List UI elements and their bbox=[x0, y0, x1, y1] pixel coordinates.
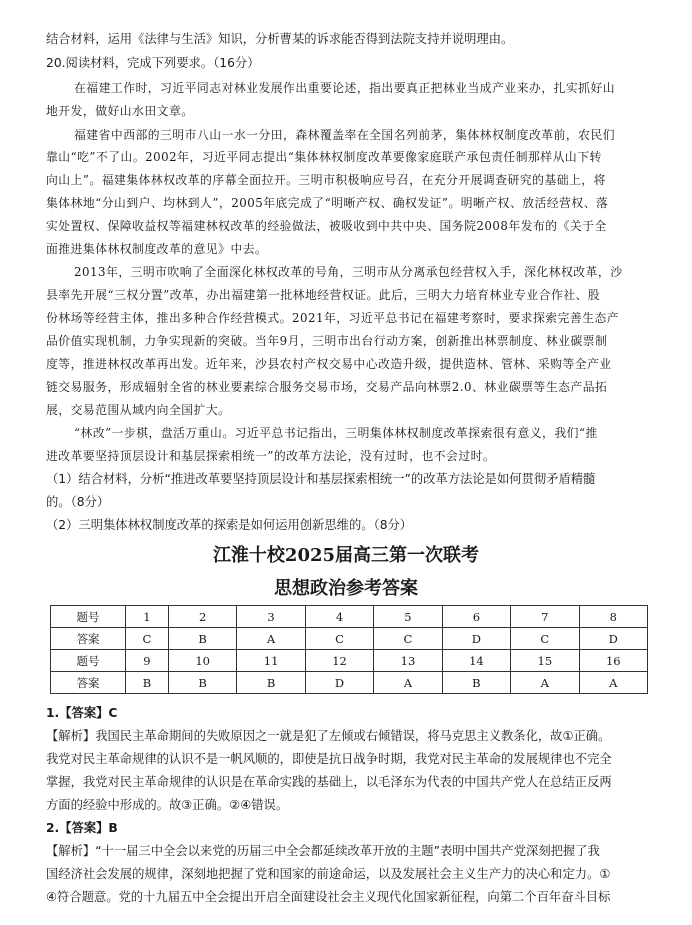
material-line: 度等，推进林权改革再出发。近年来，沙县农村产权交易中心改造升级，提供造林、管林、采购等全产业 bbox=[46, 357, 612, 371]
table-cell: 16 bbox=[579, 650, 647, 672]
answer-2-header: 2.【答案】B bbox=[46, 821, 118, 835]
answer-1-analysis: 方面的经验中形成的。故③正确。②④错误。 bbox=[46, 798, 289, 812]
table-row bbox=[51, 672, 648, 694]
row-header: 答案 bbox=[51, 628, 126, 650]
answer-1-header: 1.【答案】C bbox=[46, 706, 118, 720]
material-line: 靠山“吃”不了山。2002年，习近平同志提出“集体林权制度改革要像家庭联产承包责任制那样从山下转 bbox=[46, 150, 602, 164]
table-cell: A bbox=[511, 672, 579, 694]
table-cell: B bbox=[237, 672, 305, 694]
material-line: 份林场等经营主体，推出多种合作经营模式。2021年，习近平总书记在福建考察时，要求探索完善生态产 bbox=[46, 311, 620, 325]
material-line: 链交易服务，形成辐射全省的林业要素综合服务交易市场，交易产品向林票2.0、林业碳票等生态产品拓 bbox=[46, 380, 608, 394]
table-cell: 1 bbox=[126, 606, 169, 628]
question-19-tail: 结合材料，运用《法律与生活》知识，分析曹某的诉求能否得到法院支持并说明理由。 bbox=[46, 32, 514, 46]
material-line: “林改”一步棋，盘活万重山。习近平总书记指出，三明集体林权制度改革探索很有意义，我们“推 bbox=[74, 426, 598, 440]
table-row bbox=[51, 628, 648, 650]
table-cell: D bbox=[442, 628, 510, 650]
table-row bbox=[51, 606, 648, 628]
table-row bbox=[51, 650, 648, 672]
table-cell: 10 bbox=[168, 650, 236, 672]
table-cell: C bbox=[126, 628, 169, 650]
table-cell: A bbox=[237, 628, 305, 650]
table-cell: 13 bbox=[374, 650, 442, 672]
answer-subtitle: 思想政治参考答案 bbox=[274, 578, 418, 599]
sub-question-1: （1）结合材料，分析“推进改革要坚持顶层设计和基层探索相统一”的改革方法论是如何贯彻矛盾精髓 bbox=[46, 472, 596, 486]
table-cell: 2 bbox=[168, 606, 236, 628]
table-cell: B bbox=[168, 628, 236, 650]
table-cell: A bbox=[579, 672, 647, 694]
sub-question-1-cont: 的。（8分） bbox=[46, 495, 110, 509]
table-cell: C bbox=[305, 628, 373, 650]
answer-1-analysis: 掌握，我党对民主革命规律的认识是在革命实践的基础上，以毛泽东为代表的中国共产党人在总结正反两 bbox=[46, 775, 612, 789]
table-cell: 5 bbox=[374, 606, 442, 628]
table-cell: D bbox=[305, 672, 373, 694]
answer-1-analysis: 我党对民主革命规律的认识不是一帆风顺的，即使是抗日战争时期，我党对民主革命的发展规律也不完全 bbox=[46, 752, 612, 766]
answer-table bbox=[50, 605, 648, 694]
material-line: 实处置权、保障收益权等福建林权改革的经验做法，被吸收到中共中央、国务院2008年发布的《关于全 bbox=[46, 219, 607, 233]
material-line: 品价值实现机制，力争实现新的突破。当年9月，三明市出台行动方案，创新推出林票制度、林业碳票制 bbox=[46, 334, 608, 348]
answer-2-analysis: 国经济社会发展的规律，深刻地把握了党和国家的前途命运，以及发展社会主义生产力的决心和定力。① bbox=[46, 867, 611, 881]
row-header: 题号 bbox=[51, 650, 126, 672]
material-line: 2013年，三明市吹响了全面深化林权改革的号角，三明市从分离承包经营权入手，深化林权改革，沙 bbox=[74, 265, 623, 279]
material-line: 福建省中西部的三明市八山一水一分田，森林覆盖率在全国名列前茅，集体林权制度改革前，农民们 bbox=[74, 128, 616, 142]
table-cell: 12 bbox=[305, 650, 373, 672]
table-cell: C bbox=[511, 628, 579, 650]
answer-2-analysis: ④符合题意。党的十九届五中全会提出开启全面建设社会主义现代化国家新征程，向第二个百年奋斗目标 bbox=[46, 890, 611, 904]
table-cell: 3 bbox=[237, 606, 305, 628]
table-cell: A bbox=[374, 672, 442, 694]
table-cell: 11 bbox=[237, 650, 305, 672]
answer-title: 江淮十校2025届高三第一次联考 bbox=[212, 545, 480, 566]
answer-1-analysis: 【解析】我国民主革命期间的失败原因之一就是犯了左倾或右倾错误，将马克思主义教条化，故①正确。 bbox=[46, 729, 611, 743]
table-cell: B bbox=[442, 672, 510, 694]
table-cell: 14 bbox=[442, 650, 510, 672]
table-cell: D bbox=[579, 628, 647, 650]
table-cell: 4 bbox=[305, 606, 373, 628]
table-cell: 9 bbox=[126, 650, 169, 672]
answer-2-analysis: 【解析】“十一届三中全会以来党的历届三中全会都延续改革开放的主题”表明中国共产党深刻把握了我 bbox=[46, 844, 600, 858]
material-line: 县率先开展“三权分置”改革，办出福建第一批林地经营权证。此后，三明大力培育林业专业合作社、股 bbox=[46, 288, 601, 302]
material-line: 进改革要坚持顶层设计和基层探索相统一”的改革方法论，没有过时，也不会过时。 bbox=[46, 449, 496, 463]
material-line: 地开发，做好山水田文章。 bbox=[46, 104, 194, 118]
material-line: 集体林地“分山到户、均林到人”，2005年底完成了“明晰产权、确权发证”。明晰产权、放活经营权、落 bbox=[46, 196, 609, 210]
sub-question-2: （2）三明集体林权制度改革的探索是如何运用创新思维的。（8分） bbox=[46, 518, 413, 532]
table-cell: B bbox=[126, 672, 169, 694]
question-20-header: 20.阅读材料，完成下列要求。（16分） bbox=[46, 56, 260, 70]
table-cell: B bbox=[168, 672, 236, 694]
material-line: 展，交易范围从域内向全国扩大。 bbox=[46, 403, 231, 417]
table-cell: 6 bbox=[442, 606, 510, 628]
table-cell: 8 bbox=[579, 606, 647, 628]
table-cell: 7 bbox=[511, 606, 579, 628]
table-cell: 15 bbox=[511, 650, 579, 672]
material-line: 面推进集体林权制度改革的意见》中去。 bbox=[46, 242, 268, 256]
row-header: 题号 bbox=[51, 606, 126, 628]
table-cell: C bbox=[374, 628, 442, 650]
material-line: 向山上”。福建集体林权改革的序幕全面拉开。三明市积极响应号召，在充分开展调查研究的基础上，将 bbox=[46, 173, 606, 187]
row-header: 答案 bbox=[51, 672, 126, 694]
material-line: 在福建工作时，习近平同志对林业发展作出重要论述，指出要真正把林业当成产业来办，扎实抓好山 bbox=[74, 81, 616, 95]
